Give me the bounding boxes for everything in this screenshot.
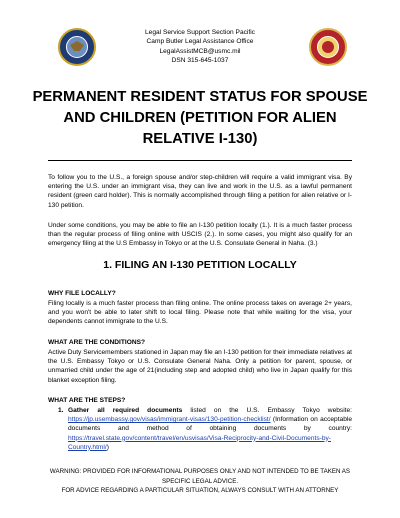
step-text-3: )	[106, 443, 109, 451]
question-steps: WHAT ARE THE STEPS?	[48, 397, 126, 404]
intro-paragraph-1: To follow you to the U.S., a foreign spouse and/or step-children will require a valid immigrant visa. By entering the U.S. under an immigrant visa, they can live and work in the U.S. as a lawful permanent resident (green card holder). This is normally accomplished through filing a petition for alien relative or I-130 petition.	[48, 174, 352, 209]
warning-line-2: FOR ADVICE REGARDING A PARTICULAR SITUATION, ALWAYS CONSULT WITH AN ATTORNEY	[61, 487, 339, 495]
letterhead	[0, 28, 400, 78]
question-conditions: WHAT ARE THE CONDITIONS?	[48, 339, 146, 346]
marine-corps-seal-icon	[309, 28, 347, 66]
divider	[48, 160, 352, 161]
step-text: listed on the U.S. Embassy Tokyo website:	[182, 407, 352, 414]
step-bold-text: Gather all required documents	[68, 407, 183, 414]
answer-conditions: Active Duty Servicemembers stationed in Japan may file an I-130 petition for their immediate relatives at the U.S. Embassy Tokyo or U.S. Consulate General Naha. Only a petition for parent, spouse, or unmarried child under the age of 21(including step and adopted child) who live in Japan qualify for this blanket exception filing.	[48, 349, 352, 384]
warning-line-1: WARNING: PROVIDED FOR INFORMATIONAL PURPOSES ONLY AND NOT INTENDED TO BE TAKEN AS SPECIFIC LEGAL ADVICE.	[49, 468, 351, 485]
section-heading: 1. FILING AN I-130 PETITION LOCALLY	[103, 259, 297, 271]
page-title: PERMANENT RESIDENT STATUS FOR SPOUSE AND CHILDREN (PETITION FOR ALIEN RELATIVE I-130)	[32, 89, 368, 147]
office-email: LegalAssistMCB@usmc.mil	[159, 47, 241, 55]
legal-warning	[40, 467, 360, 496]
office-subname: Camp Butler Legal Assistance Office	[146, 38, 254, 46]
answer-why-file-locally: Filing locally is a much faster process than filing online. The online process takes on average 2+ years, and you won't be able to later shift to local filing. Please note that while waiting for the visa, your dependents cannot immigrate to the U.S.	[48, 300, 352, 326]
step-text-2: (Information on acceptable documents and method of obtaining documents by country:	[68, 416, 352, 433]
question-why-file-locally: WHY FILE LOCALLY?	[48, 290, 116, 297]
step-number: 1.	[58, 407, 64, 414]
intro-paragraph-2: Under some conditions, you may be able to file an I-130 petition locally (1.). It is a much faster process than the regular process of filing online with USCIS (2.). In some cases, you might also qualify for an emergency filing at the U.S Embassy in Tokyo or at the U.S. Consulate General in Naha. (3.)	[48, 222, 352, 248]
office-info	[100, 28, 300, 66]
office-name: Legal Service Support Section Pacific	[145, 29, 255, 36]
reciprocity-link[interactable]: https://travel.state.gov/content/travel/en/usvisas/Visa-Reciprocity-and-Civil-Documents-by-Country.html/	[68, 434, 331, 451]
step-item	[58, 406, 352, 452]
department-of-defense-seal-icon	[58, 28, 96, 66]
checklist-link[interactable]: https://jp.usembassy.gov/visas/immigrant-visas/130-petition-checklist/	[68, 416, 271, 424]
office-phone: DSN 315-645-1037	[171, 57, 229, 65]
